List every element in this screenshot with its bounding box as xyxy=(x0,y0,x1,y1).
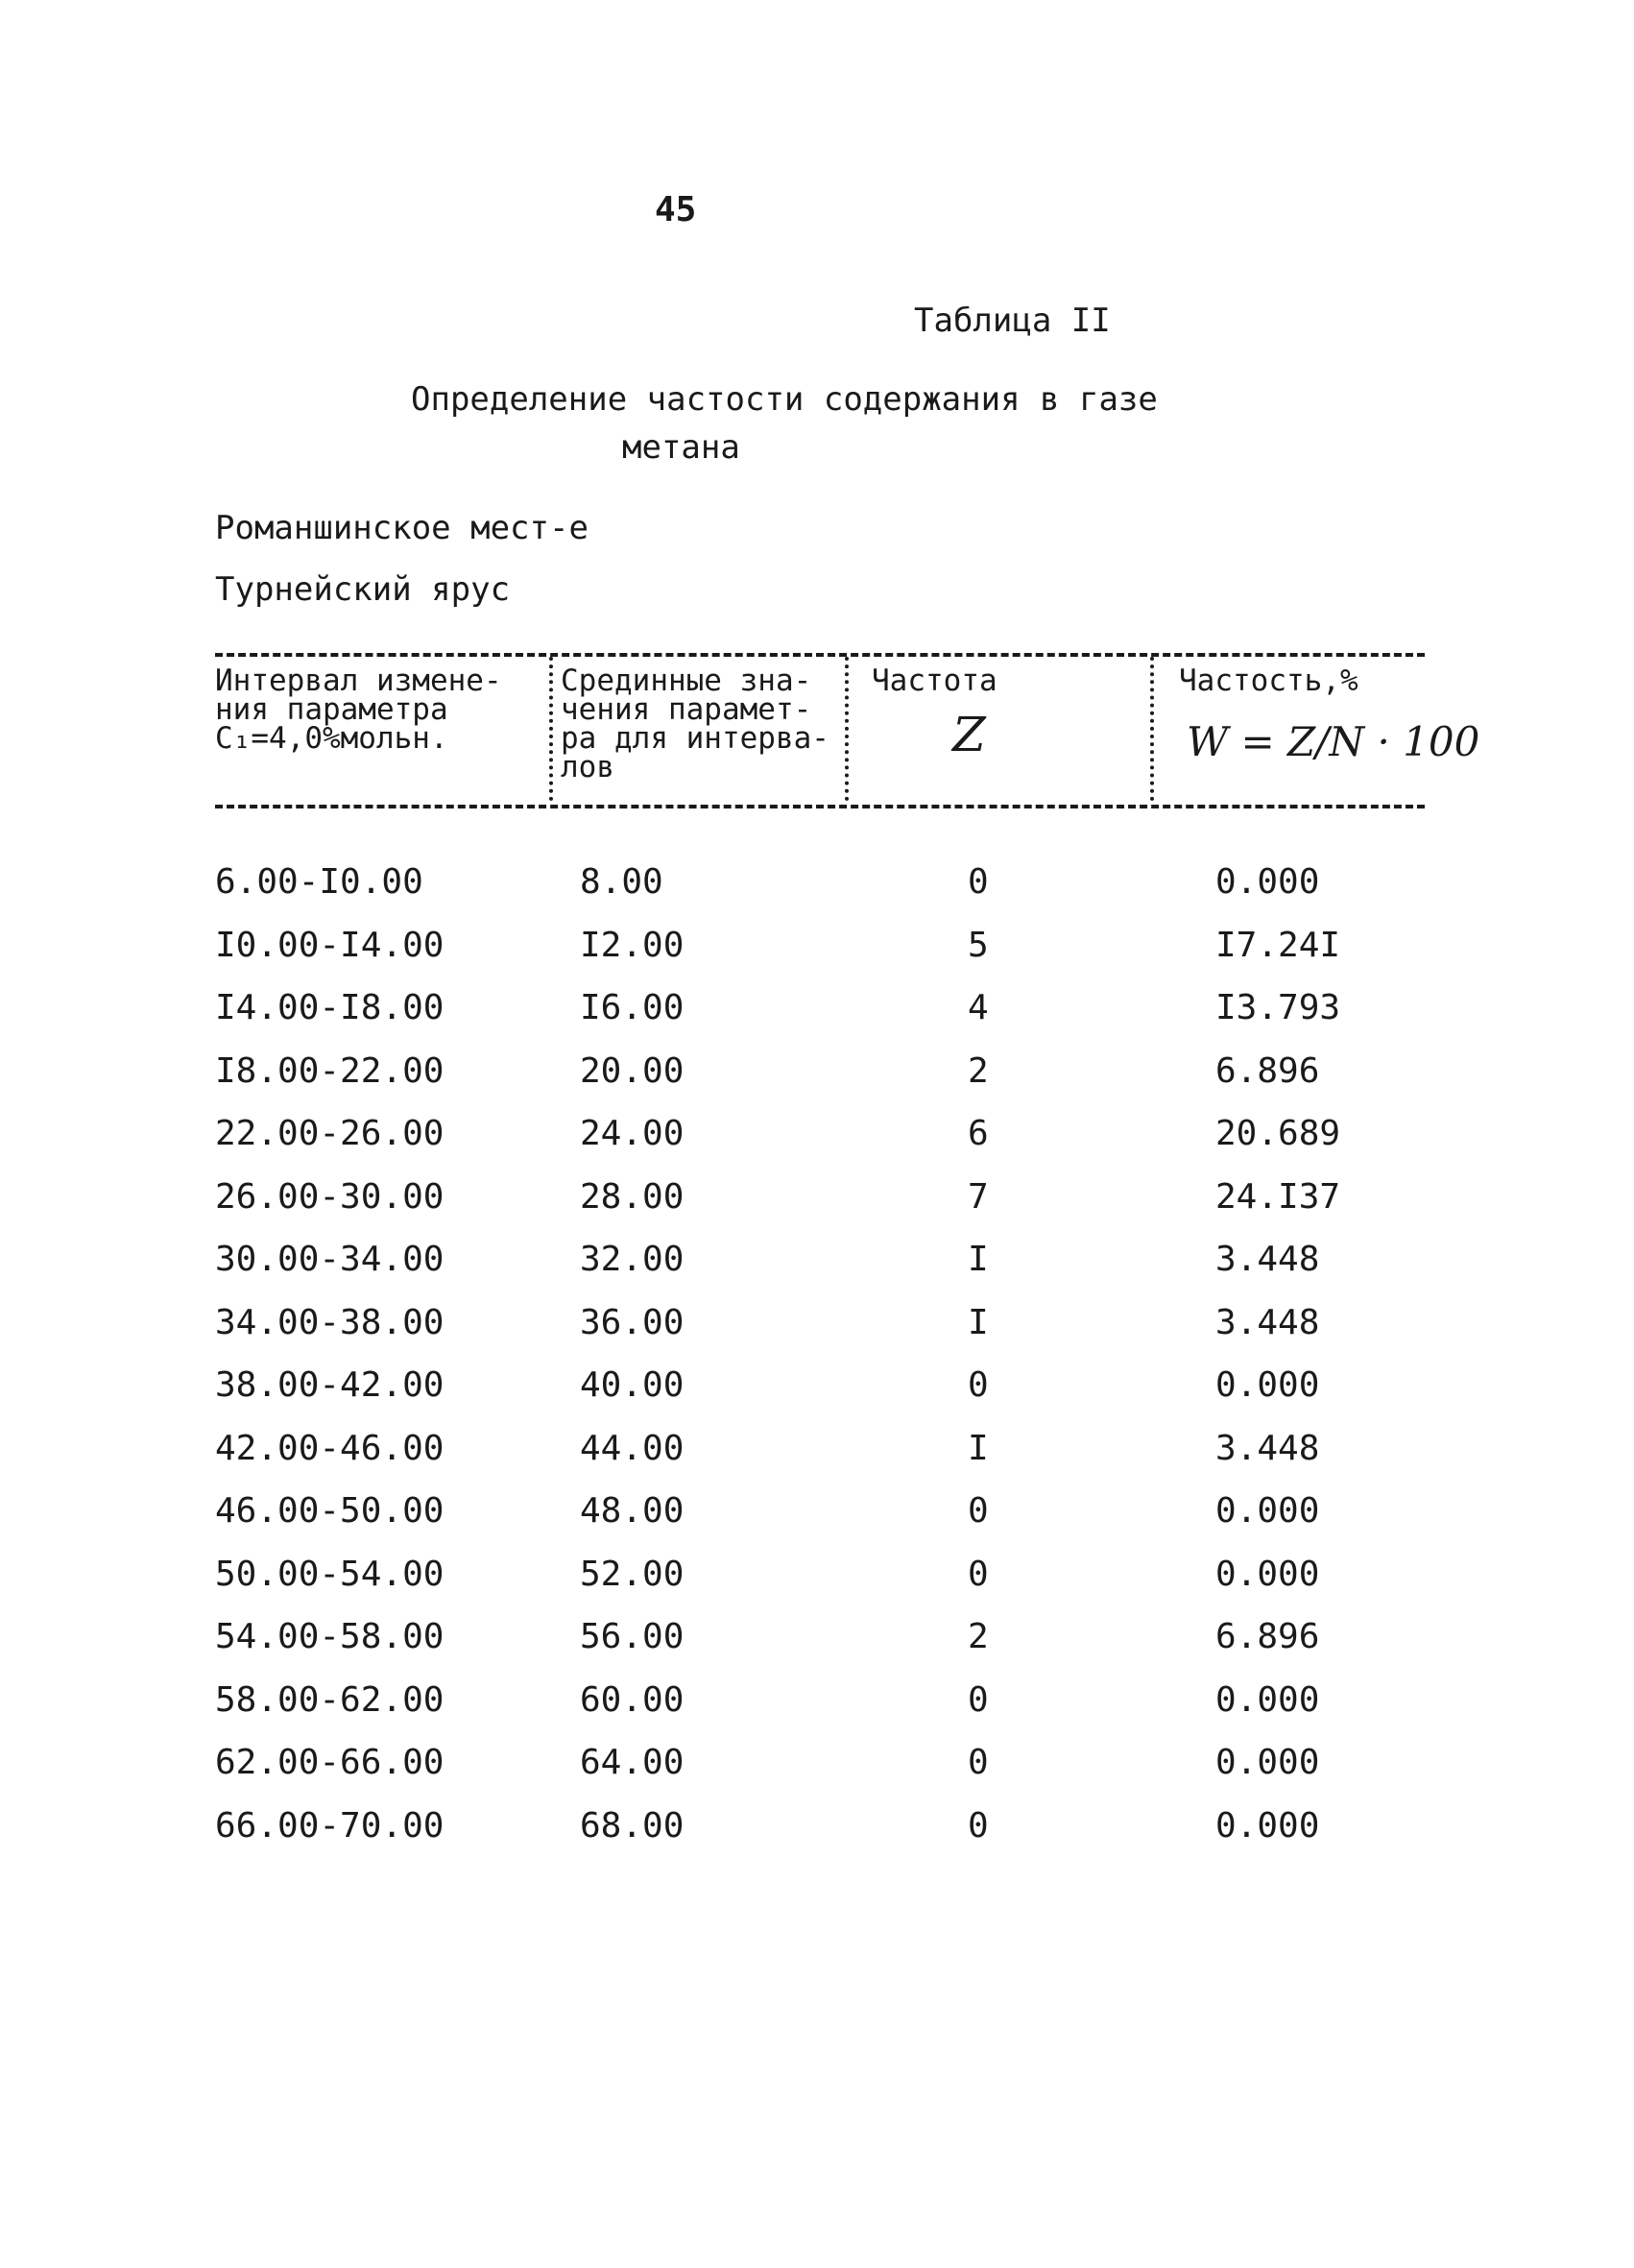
interval-cell: 42.00-46.00 xyxy=(215,1428,445,1468)
header-relative-frequency: Частость,% xyxy=(1179,664,1358,698)
relative-frequency-cell: 3.448 xyxy=(1215,1428,1320,1468)
header-midpoint: Срединные зна- чения парамет- ра для интерва- лов xyxy=(561,664,829,784)
table-title-line-1: Определение частости содержания в газе xyxy=(411,380,1158,419)
interval-cell: I8.00-22.00 xyxy=(215,1050,445,1091)
interval-cell: 38.00-42.00 xyxy=(215,1365,445,1405)
header-divider-3 xyxy=(1150,657,1154,801)
table-row xyxy=(0,1240,1634,1303)
midpoint-cell: I2.00 xyxy=(580,925,685,965)
relative-frequency-cell: 3.448 xyxy=(1215,1302,1320,1342)
relative-frequency-cell: 20.689 xyxy=(1215,1114,1341,1153)
frequency-cell: 2 xyxy=(968,1617,989,1656)
header-formula: W = Z/N · 100 xyxy=(1187,718,1480,765)
table-label: Таблица II xyxy=(914,302,1111,340)
table-row xyxy=(0,1617,1634,1680)
frequency-cell: I xyxy=(968,1240,989,1279)
field-name: Романшинское мест-е xyxy=(215,509,589,547)
relative-frequency-cell: 6.896 xyxy=(1215,1617,1320,1656)
table-row xyxy=(0,1429,1634,1492)
relative-frequency-cell: I3.793 xyxy=(1215,988,1341,1027)
frequency-cell: 0 xyxy=(968,1805,989,1846)
relative-frequency-cell: 0.000 xyxy=(1215,1679,1320,1720)
interval-cell: 30.00-34.00 xyxy=(215,1240,445,1279)
midpoint-cell: 36.00 xyxy=(580,1302,685,1342)
frequency-cell: 0 xyxy=(968,1679,989,1720)
midpoint-cell: 24.00 xyxy=(580,1114,685,1153)
table-row xyxy=(0,988,1634,1051)
frequency-cell: I xyxy=(968,1302,989,1342)
frequency-cell: 0 xyxy=(968,862,989,902)
header-frequency: Частота xyxy=(872,664,997,698)
frequency-cell: 0 xyxy=(968,1743,989,1782)
relative-frequency-cell: 0.000 xyxy=(1215,1743,1320,1782)
interval-cell: 66.00-70.00 xyxy=(215,1805,445,1846)
midpoint-cell: 32.00 xyxy=(580,1240,685,1279)
interval-cell: 54.00-58.00 xyxy=(215,1617,445,1656)
frequency-cell: 5 xyxy=(968,925,989,965)
relative-frequency-cell: 0.000 xyxy=(1215,1491,1320,1531)
interval-cell: I4.00-I8.00 xyxy=(215,988,445,1027)
midpoint-cell: 68.00 xyxy=(580,1805,685,1846)
interval-cell: 34.00-38.00 xyxy=(215,1302,445,1342)
midpoint-cell: 60.00 xyxy=(580,1679,685,1720)
relative-frequency-cell: 24.I37 xyxy=(1215,1176,1341,1217)
relative-frequency-cell: 0.000 xyxy=(1215,1554,1320,1594)
table-row xyxy=(0,1303,1634,1366)
header-bottom-rule xyxy=(215,805,1425,808)
relative-frequency-cell: 0.000 xyxy=(1215,1805,1320,1846)
midpoint-cell: 40.00 xyxy=(580,1365,685,1405)
midpoint-cell: 52.00 xyxy=(580,1554,685,1594)
frequency-cell: 0 xyxy=(968,1554,989,1594)
frequency-cell: 4 xyxy=(968,988,989,1027)
midpoint-cell: 20.00 xyxy=(580,1050,685,1091)
interval-cell: 22.00-26.00 xyxy=(215,1114,445,1153)
table-row xyxy=(0,1743,1634,1806)
relative-frequency-cell: 0.000 xyxy=(1215,862,1320,902)
table-row xyxy=(0,1555,1634,1618)
relative-frequency-cell: 3.448 xyxy=(1215,1240,1320,1279)
midpoint-cell: 44.00 xyxy=(580,1428,685,1468)
table-row xyxy=(0,1177,1634,1241)
header-divider-2 xyxy=(845,657,849,801)
interval-cell: 58.00-62.00 xyxy=(215,1679,445,1720)
midpoint-cell: I6.00 xyxy=(580,988,685,1027)
midpoint-cell: 28.00 xyxy=(580,1176,685,1217)
midpoint-cell: 64.00 xyxy=(580,1743,685,1782)
page-number: 45 xyxy=(655,190,697,229)
midpoint-cell: 48.00 xyxy=(580,1491,685,1531)
interval-cell: 6.00-I0.00 xyxy=(215,862,423,902)
relative-frequency-cell: 0.000 xyxy=(1215,1365,1320,1405)
interval-cell: I0.00-I4.00 xyxy=(215,925,445,965)
frequency-cell: 0 xyxy=(968,1491,989,1531)
table-row xyxy=(0,1806,1634,1870)
interval-cell: 46.00-50.00 xyxy=(215,1491,445,1531)
frequency-cell: 6 xyxy=(968,1114,989,1153)
midpoint-cell: 56.00 xyxy=(580,1617,685,1656)
table-row xyxy=(0,1680,1634,1744)
relative-frequency-cell: 6.896 xyxy=(1215,1050,1320,1091)
table-row xyxy=(0,926,1634,989)
stage-name: Турнейский ярус xyxy=(215,570,511,609)
interval-cell: 26.00-30.00 xyxy=(215,1176,445,1217)
table-row xyxy=(0,1365,1634,1429)
header-interval: Интервал измене- ния параметра C₁=4,0%мольн. xyxy=(215,664,502,756)
frequency-cell: 7 xyxy=(968,1176,989,1217)
frequency-cell: 2 xyxy=(968,1050,989,1091)
frequency-cell: 0 xyxy=(968,1365,989,1405)
interval-cell: 50.00-54.00 xyxy=(215,1554,445,1594)
table-row xyxy=(0,1491,1634,1555)
frequency-cell: I xyxy=(968,1428,989,1468)
table-row xyxy=(0,1051,1634,1115)
midpoint-cell: 8.00 xyxy=(580,862,663,902)
header-divider-1 xyxy=(549,657,553,801)
table-title-line-2: метана xyxy=(622,428,740,467)
header-top-rule xyxy=(215,653,1425,657)
interval-cell: 62.00-66.00 xyxy=(215,1743,445,1782)
table-row xyxy=(0,1114,1634,1177)
table-row xyxy=(0,862,1634,926)
relative-frequency-cell: I7.24I xyxy=(1215,925,1341,965)
header-frequency-symbol: Z xyxy=(952,707,986,762)
